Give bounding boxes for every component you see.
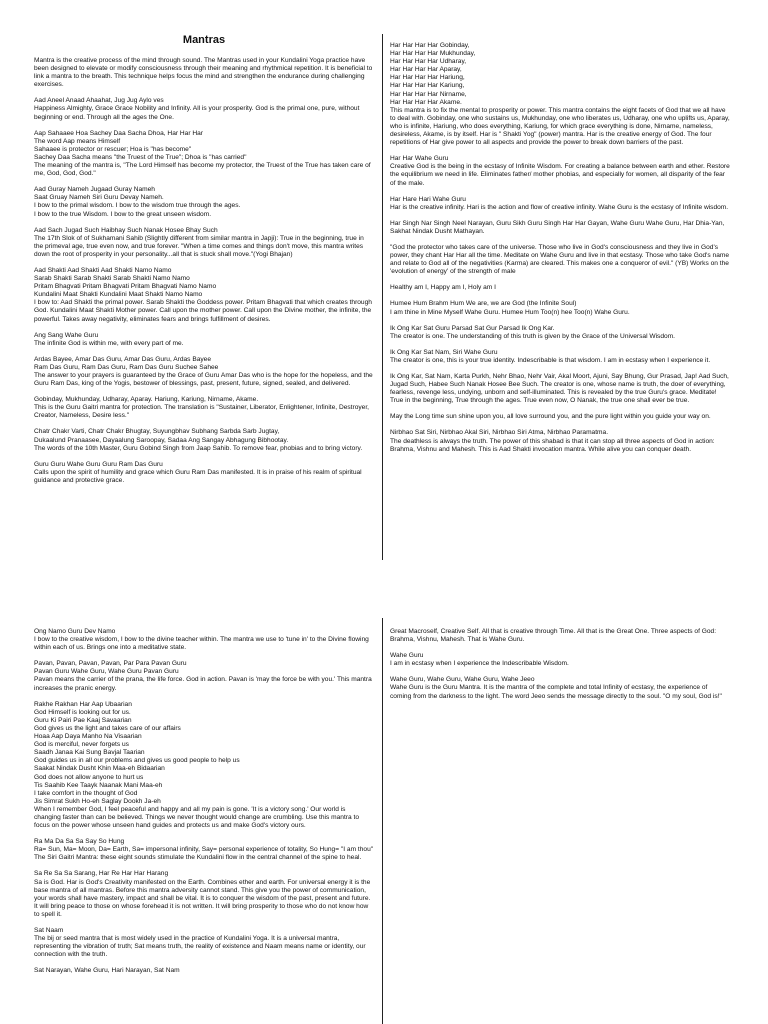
mantra-line: Guru Guru Wahe Guru Guru Ram Das Guru — [34, 460, 163, 468]
mantra-description: Creative God is the being in the ecstasy of Infinite Wisdom. For creating a balance between earth and ether. Restore the equilibrium we need in life. Eliminates father/ mother phobias, and especially for women, all disparity of the fear of the male. — [390, 163, 730, 187]
mantra-line: Tis Saahib Kee Taayk Naanak Mani Maa-eh — [34, 781, 163, 789]
mantra-block — [34, 838, 374, 862]
mantra-line: Har Har Har Har Udharay, — [390, 58, 467, 66]
mantra-line: Sachey Daa Sacha means "the Truest of the True"; Dhoa is "has carried" — [34, 153, 247, 161]
column-divider — [382, 618, 383, 1024]
mantra-line: God guides us in all our problems and gives us good people to help us — [34, 757, 240, 765]
mantra-line: Aap Sahaaee Hoa Sachey Daa Sacha Dhoa, Har Har Har — [34, 129, 203, 137]
right-column — [390, 628, 730, 709]
mantra-line: Rakhe Rakhan Har Aap Ubaarian — [34, 700, 132, 708]
mantra-line: Dukaalund Pranaasee, Dayaalung Saroopay, Sadaa Ang Sangay Abhagung Bibhootay. — [34, 436, 289, 444]
mantra-block — [34, 57, 374, 89]
mantra-block — [390, 284, 730, 292]
mantra-line: Chatr Chakr Varti, Chatr Chakr Bhugtay, Suyungbhav Subhang Sarbda Sarb Jugtay, — [34, 428, 280, 436]
right-column — [390, 42, 730, 462]
mantra-line: I am thine in Mine Myself Wahe Guru. Humee Hum Too(n) hee Too(n) Wahe Guru. — [390, 308, 630, 316]
mantra-line: Har Har Har Har Akame. — [390, 98, 462, 106]
mantra-line: Ra Ma Da Sa Sa Say So Hung — [34, 838, 125, 846]
mantra-block — [34, 396, 374, 420]
mantra-line: Nirbhao Sat Siri, Nirbhao Akal Siri, Nirbhao Siri Atma, Nirbhao Paramatma. — [390, 429, 609, 437]
mantra-description: Ik Ong Kar, Sat Nam, Karta Purkh, Nehr Bhao, Nehr Vair, Akal Moort, Ajuni, Say Bhung, Gur Prasad, Jap! Aad Such, Jugad Such, Habee Such Nanak Hosee Bee Such. The creator is one, whose name is truth, the doer of everything, fearless, revenge less, undying, unborn and self-illuminated. This is revealed by the true Guru's grace. Meditate! True in the beginning, True through the ages. True even now, O Nanak, the true one shall ever be true. — [390, 373, 729, 405]
mantra-line: Aad Shakti Aad Shakti Aad Shakti Namo Namo — [34, 266, 172, 274]
mantra-block — [34, 332, 374, 348]
mantra-line: Ram Das Guru, Ram Das Guru, Ram Das Guru Suchee Sahee — [34, 363, 219, 371]
mantra-block — [390, 42, 730, 147]
mantra-line: Har Har Har Har Nirname, — [390, 90, 467, 98]
mantra-line: Gobinday, Mukhunday, Udharay, Aparay. Hariung, Kariung, Nirname, Akame. — [34, 396, 259, 404]
mantra-description: The 17th Slok of of Sukhamani Sahib (Slightly different from similar mantra in Japji): True in the beginning, true in the primeval age, true even now, and true forever. "When a time comes and things don't move, this mantra writes down the root of prosperity in your personality...all that is stuck shall move."(Yogi Bhajan) — [34, 234, 364, 258]
mantra-line: Saadh Janaa Kai Sung Bavjal Taarian — [34, 749, 145, 757]
mantra-block — [34, 267, 374, 324]
mantra-description: The answer to your prayers is guaranteed by the Grace of Guru Amar Das who is the hope for the hopeless, and the Guru Ram Das, king of the Yogis, bestower of blessings, past, present, future, signed, sealed, and delivered. — [34, 372, 373, 388]
mantra-line: Har Har Har Har Hariung, — [390, 74, 465, 82]
mantra-block — [34, 130, 374, 179]
mantra-description: Wahe Guru is the Guru Mantra. It is the mantra of the complete and total Infinity of ecstasy, the experience of coming from the darkness to the light. The word Jeeo sends the message directly to the soul. "O my soul, God is!" — [390, 684, 722, 700]
mantra-block — [390, 413, 730, 421]
mantra-block — [390, 220, 730, 236]
mantra-description: Happiness Almighty, Grace Grace Nobility and Infinity. All is your prosperity. God is the primal one, pure, without beginning or end. Through all the ages the One. — [34, 105, 360, 121]
mantra-description: Har Singh Nar Singh Neel Narayan, Guru Sikh Guru Singh Har Har Gayan, Wahe Guru Wahe Guru, Har Dhia-Yan, Sakhat Nindak Dusht Mathayan. — [390, 219, 725, 235]
mantra-line: Har Har Har Har Gobinday, — [390, 42, 470, 49]
mantra-block — [34, 97, 374, 121]
mantra-description: This is the Guru Gaitri mantra for protection. The translation is "Sustainer, Liberator, Enlightener, Infinite, Destroyer, Creator, Nameless, Desire less." — [34, 404, 369, 420]
mantra-block — [34, 660, 374, 692]
mantra-block — [390, 429, 730, 453]
mantra-line: Sa Re Sa Sa Sarang, Har Re Har Har Harang — [34, 870, 169, 878]
mantra-description: The creator is one. The understanding of this truth is given by the Grace of the Universal Wisdom. — [390, 332, 676, 340]
mantra-line: Har Har Har Har Kariung, — [390, 82, 465, 90]
mantra-line: God does not allow anyone to hurt us — [34, 773, 144, 781]
mantra-block — [34, 701, 374, 831]
mantra-line: I bow to the true Wisdom. I bow to the great unseen wisdom. — [34, 210, 212, 218]
mantra-line: God gives us the light and takes care of our affairs — [34, 724, 181, 732]
mantra-description: The deathless is always the truth. The power of this shabad is that it can stop all three aspects of God in action: Brahma, Vishnu and Mahesh. This is Aad Shakti invocation mantra. While alive you can conquer death. — [390, 437, 715, 453]
mantra-description: The infinite God is within me, with every part of me. — [34, 339, 184, 347]
mantra-line: Saat Gruay Nameh Siri Guru Devay Nameh. — [34, 194, 164, 202]
page-title: Mantras — [182, 34, 226, 46]
left-column — [34, 34, 374, 493]
mantra-line: Hoaa Aap Daya Manho Na Visaarian — [34, 733, 142, 741]
mantra-list — [34, 628, 374, 975]
mantra-line: I bow to the primal wisdom. I bow to the wisdom true through the ages. — [34, 202, 241, 210]
mantra-block — [390, 325, 730, 341]
mantra-list — [34, 57, 374, 485]
mantra-list — [390, 628, 730, 701]
mantra-line: Ik Ong Kar Sat Guru Parsad Sat Gur Parsad Ik Ong Kar. — [390, 324, 555, 332]
mantra-line: Jis Simrat Sukh Ho-eh Saglay Dookh Ja-eh — [34, 797, 161, 805]
mantra-description: The meaning of the mantra is, "The Lord Himself has become my protector, the Truest of the True has taken care of me, God, God, God." — [34, 162, 371, 178]
mantra-line: Aad Sach Jugad Such Haibhay Such Nanak Hosee Bhay Such — [34, 226, 218, 234]
mantra-block — [34, 461, 374, 485]
mantra-block — [390, 349, 730, 365]
mantra-description: The creator is one, this is your true identity. Indescribable is that wisdom. I am in ecstasy when I experience it. — [390, 356, 711, 364]
mantra-line: Humee Hum Brahm Hum We are, we are God (the Infinite Soul) — [390, 300, 577, 308]
mantra-line: Wahe Guru — [390, 652, 424, 660]
mantra-block — [34, 967, 374, 975]
page-bottom — [0, 618, 768, 1024]
mantra-block — [390, 652, 730, 668]
mantra-line: Aad Guray Nameh Jugaad Guray Nameh — [34, 186, 155, 194]
mantra-line: Aad Aneel Anaad Ahaahat, Jug Jug Aylo ves — [34, 97, 164, 105]
mantra-line: The word Aap means Himself — [34, 137, 121, 145]
mantra-description: Pavan means the carrier of the prana, the life force. God in action. Pavan is 'may the force be with you.' This mantra increases the pranic energy. — [34, 676, 372, 692]
mantra-line: Kundalini Maat Shakti Kundalini Maat Shakti Namo Namo — [34, 291, 203, 299]
mantra-line: I take comfort in the thought of God — [34, 789, 138, 797]
mantra-block — [390, 628, 730, 644]
mantra-description: I bow to: Aad Shakti the primal power. Sarab Shakti the Goddess power. Pritam Bhagvati that which creates through God. Kundalini Maat Shakti Mother power. Call upon the mother power. Call upon the Divine mother, the infinite, the powerful. Takes away negativity, eliminates fears and brings fulfillment of desires. — [34, 299, 372, 323]
mantra-line: Pavan, Pavan, Pavan, Pavan, Par Para Pavan Guru — [34, 660, 187, 668]
mantra-block — [34, 356, 374, 388]
mantra-description: I bow to the creative wisdom, I bow to the divine teacher within. The mantra we use to 'tune in' to the Divine flowing within each of us. Brings one into a meditative state. — [34, 636, 369, 652]
mantra-line: Har Har Wahe Guru — [390, 155, 449, 163]
mantra-line: Sarab Shakti Sarab Shakti Sarab Shakti Namo Namo — [34, 275, 190, 283]
mantra-line: Sat Naam — [34, 927, 64, 934]
mantra-description: The bij or seed mantra that is most widely used in the practice of Kundalini Yoga. It is a universal mantra, representing the vibration of truth; Sat means truth, the reality of existence and Naam means name or identity, our connection with the truth. — [34, 935, 366, 959]
mantra-line: Pritam Bhagvati Pritam Bhagvati Pritam Bhagvati Namo Namo — [34, 283, 217, 291]
page-gap — [0, 560, 768, 618]
mantra-block — [34, 870, 374, 919]
mantra-description: Great Macroself, Creative Self. All that is creative through Time. All that is the Great One. Three aspects of God: Brahma, Vishnu, Mahesh. That is Wahe Guru. — [390, 628, 717, 644]
left-column — [34, 628, 374, 983]
mantra-block — [390, 373, 730, 405]
mantra-block — [34, 186, 374, 218]
mantra-line: Ik Ong Kar Sat Nam, Siri Wahe Guru — [390, 348, 498, 356]
mantra-description: May the Long time sun shine upon you, all love surround you, and the pure light within you guide your way on. — [390, 413, 711, 421]
mantra-line: Wahe Guru, Wahe Guru, Wahe Guru, Wahe Jeeo — [390, 676, 535, 684]
mantra-block — [34, 927, 374, 959]
mantra-description: Ra= Sun, Ma= Moon, Da= Earth, Sa= impersonal infinity, Say= personal experience of totality, So Hung= "I am thou" The Siri Gaitri Mantra: these eight sounds stimulate the Kundalini flow in the central channel of the spine to heal. — [34, 846, 374, 862]
mantra-description: When I remember God, I feel peaceful and happy and all my pain is gone. 'It is a victory song.' Our world is changing faster than can be believed. Things we never thought would change are crumbling. Use this mantra to focus on the power whose unseen hand guides and protects us and make God's victory ours. — [34, 805, 359, 830]
mantra-description: Calls upon the spirit of humility and grace which Guru Ram Das manifested. It is in praise of his realm of spiritual guidance and protective grace. — [34, 468, 362, 484]
mantra-description: The words of the 10th Master, Guru Gobind Singh from Jaap Sahib. To remove fear, phobias and to bring victory. — [34, 444, 363, 452]
mantra-line: Har Har Har Har Aparay, — [390, 66, 462, 74]
mantra-line: Sahaaee is protector or rescuer; Hoa is "has become" — [34, 145, 192, 153]
mantra-line: Saakat Nindak Dusht Khin Maa-eh Bidaarian — [34, 765, 165, 773]
mantra-block — [390, 155, 730, 187]
mantra-block — [390, 196, 730, 212]
mantra-line: God is merciful, never forgets us — [34, 741, 129, 749]
mantra-block — [34, 428, 374, 452]
mantra-block — [34, 227, 374, 259]
column-divider — [382, 34, 383, 560]
mantra-line: Healthy am I, Happy am I, Holy am I — [390, 284, 496, 292]
mantra-line: Pavan Guru Wahe Guru, Wahe Guru Pavan Guru — [34, 668, 179, 676]
mantra-block — [390, 300, 730, 316]
mantra-line: Ardas Bayee, Amar Das Guru, Amar Das Guru, Ardas Bayee — [34, 355, 212, 363]
mantra-line: Ong Namo Guru Dev Namo — [34, 628, 116, 635]
mantra-description: Har is the creative infinity. Hari is the action and flow of creative infinity. Wahe Guru is the ecstasy of Infinite wisdom. — [390, 203, 729, 211]
mantra-line: God Himself is looking out for us. — [34, 708, 131, 716]
mantra-description: This mantra is to fix the mental to prosperity or power. This mantra contains the eight facets of God that we all have to deal with. Gobinday, one who sustains us, Mukhunday, one who liberates us, Udharay, one who uplifts us, Aparay, who is infinite, Hariung, who does everything, Kariung, for which grace everything is done, Nirname, nameless, desireless, Akame, is by itself. Har is " Shakti Yog" (power) mantra. Har is the creative energy of God. The four repetitions of Har give power to all aspects and provide the power to break down barriers of the past. — [390, 106, 730, 147]
mantra-line: Sat Narayan, Wahe Guru, Hari Narayan, Sat Nam — [34, 967, 180, 975]
mantra-block — [390, 244, 730, 276]
mantra-block — [34, 628, 374, 652]
mantra-list — [390, 42, 730, 454]
mantra-line: Har Har Har Har Mukhunday, — [390, 50, 476, 58]
mantra-block — [390, 676, 730, 700]
mantra-description: "God the protector who takes care of the universe. Those who live in God's consciousness and they live in God's power, they chant Har Har all the time. Meditate on Wahe Guru and live in that ecstasy. Those who take God's name and relate to God all of the negativities (Karma) are cleared. This makes one a conqueror of evil." (YB) Works on the 'evolution of energy' of the strength of male — [390, 243, 730, 276]
mantra-description: Sa is God. Har is God's Creativity manifested on the Earth. Combines ether and earth. For universal energy it is the base mantra of all mantras. Before this mantra adversity cannot stand. This give you the power of communication, your words shall have mastery, impact and shall be vital. It is to conquer the wisdom of the past, present and future. It will bring peace to those on whose forehead it is not written. It will bring prosperity to those who do not know how to spell it. — [34, 878, 371, 918]
mantra-line: Guru Ki Pairi Pae Kaaj Savaarian — [34, 716, 132, 724]
mantra-line: I am in ecstasy when I experience the Indescribable Wisdom. — [390, 660, 569, 668]
mantra-line: Ang Sang Wahe Guru — [34, 331, 99, 339]
mantra-description: Mantra is the creative process of the mind through sound. The Mantras used in your Kundalini Yoga practice have been designed to elevate or modify consciousness through their meaning and rhythmical repetition. It is beneficial to link a mantra to the breath. This technique helps focus the mind and strengthen the endurance during challenging exercises. — [34, 57, 373, 89]
mantra-line: Har Hare Hari Wahe Guru — [390, 195, 466, 203]
